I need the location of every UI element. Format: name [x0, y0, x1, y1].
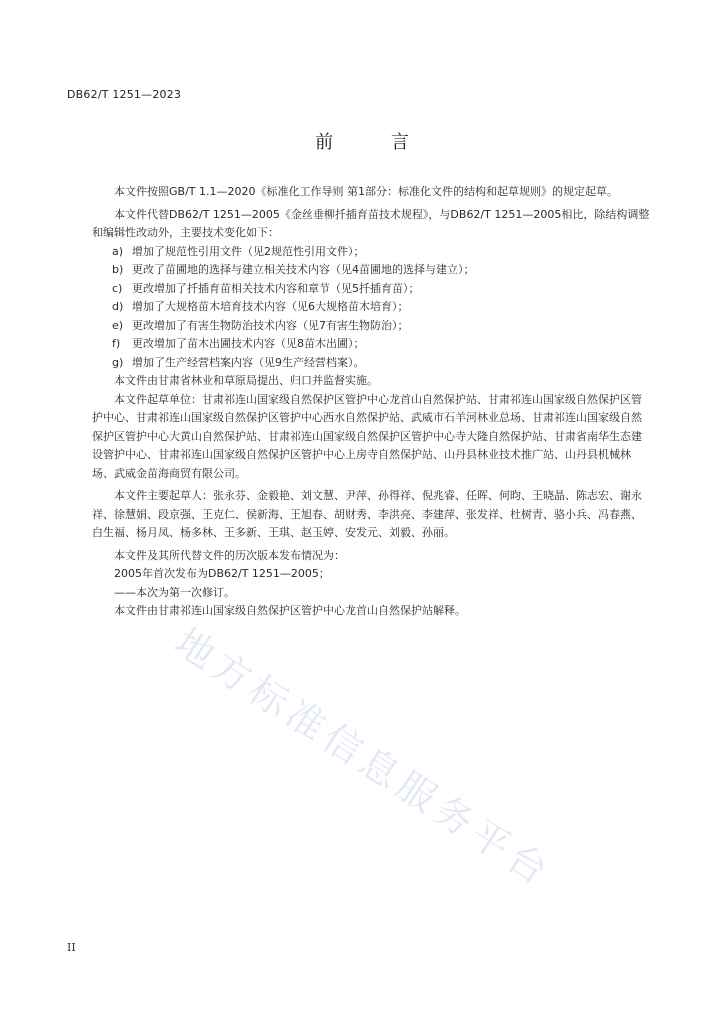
list-item-label: e): [112, 318, 124, 332]
watermark: 地方标准信息服务平台: [167, 619, 561, 897]
list-item-text: 增加了生产经营档案内容（见9生产经营档案）。: [132, 355, 365, 369]
list-item-text: 更改增加了扦插育苗相关技术内容和章节（见5扦插育苗）；: [132, 281, 420, 295]
list-item-label: c): [112, 281, 123, 295]
document-code: DB62/T 1251—2023: [67, 88, 182, 101]
list-item-label: f): [112, 337, 121, 350]
list-item-text: 更改增加了有害生物防治技术内容（见7有害生物防治）；: [132, 318, 409, 332]
history-line: 2005年首次发布为DB62/T 1251—2005；: [114, 567, 330, 580]
paragraph-replacement-note: 本文件代替DB62/T 1251—2005《金丝垂柳扦插育苗技术规程》，与DB62/T 1251—2005相比，除结构调整和编辑性改动外，主要技术变化如下：: [92, 207, 650, 239]
paragraph-drafting-basis: 本文件按照GB/T 1.1—2020《标准化工作导则 第1部分：标准化文件的结构和起草规则》的规定起草。: [114, 185, 618, 198]
list-item-label: g): [112, 355, 124, 369]
list-item-label: a): [112, 244, 124, 258]
list-item: [92, 298, 652, 317]
list-item: [92, 243, 652, 262]
list-item-text: 更改增加了苗木出圃技术内容（见8苗木出圃）；: [132, 337, 365, 350]
paragraph-drafting-units: 本文件起草单位：甘肃祁连山国家级自然保护区管护中心龙首山自然保护站、甘肃祁连山国家级自然保护区管护中心、甘肃祁连山国家级自然保护区管护中心西水自然保护站、武威市石羊河林业总场、甘肃祁连山国家级自然保护区管护中心大黄山自然保护站、甘肃祁连山国家级自然保护区管护中心寺大隆自然保护站、甘肃省南华生态建设管护中心、甘肃祁连山国家级自然保护区管护中心上房寺自然保护站、山丹县林业技术推广站、山丹县机械林场、武威金苗海商贸有限公司。: [92, 392, 642, 480]
list-item: [92, 354, 652, 373]
page-number: II: [67, 941, 76, 954]
changes-list: [92, 243, 652, 373]
list-item: [92, 317, 652, 336]
paragraph-proposer: 本文件由甘肃省林业和草原局提出、归口并监督实施。: [114, 374, 378, 387]
list-item: [92, 261, 652, 280]
paragraph-interpretation: 本文件由甘肃祁连山国家级自然保护区管护中心龙首山自然保护站解释。: [114, 604, 466, 617]
list-item-text: 增加了规范性引用文件（见2规范性引用文件）；: [132, 244, 365, 258]
list-item-label: d): [112, 300, 124, 313]
list-item-text: 增加了大规格苗木培育技术内容（见6大规格苗木培育）；: [132, 300, 409, 313]
page-title: 前 言: [315, 132, 435, 153]
list-item: [92, 280, 652, 299]
paragraph-version-history: 本文件及其所代替文件的历次版本发布情况为：: [114, 548, 345, 562]
list-item-text: 更改了苗圃地的选择与建立相关技术内容（见4苗圃地的选择与建立）；: [132, 263, 475, 276]
history-line: ——本次为第一次修订。: [114, 585, 235, 599]
list-item-label: b): [112, 263, 124, 276]
list-item: [92, 335, 652, 354]
paragraph-drafters: 本文件主要起草人：张永芬、金毅艳、刘文慧、尹萍、孙得祥、倪兆睿、任晖、何昀、王晓晶、陈志宏、谢永祥、徐慧娟、段京强、王克仁、侯新海、王旭春、胡财秀、李洪亮、李建萍、张发祥、杜树青、骆小兵、冯春燕、白生福、杨月凤、杨多林、王多新、王琪、赵玉婷、安发元、刘毅、孙丽。: [92, 489, 642, 539]
document-body: [92, 183, 652, 621]
